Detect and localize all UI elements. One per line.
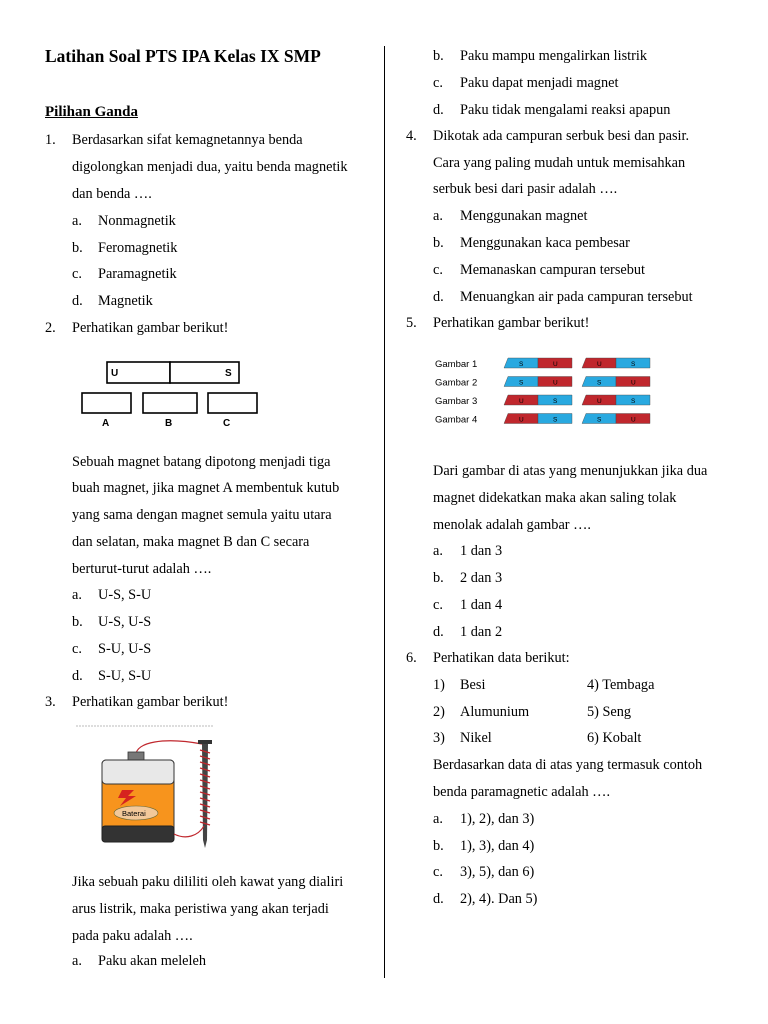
question-prompt: Perhatikan data berikut:	[433, 650, 570, 666]
option-letter: b.	[72, 240, 83, 256]
option-letter: b.	[433, 838, 444, 854]
pole-label-top-right: S	[225, 368, 232, 379]
option-letter: d.	[433, 102, 444, 118]
question-text-line: pada paku adalah ….	[72, 928, 193, 944]
option-text: 2 dan 3	[460, 570, 503, 586]
question-number: 5.	[406, 315, 417, 331]
magnet-pole-label: S	[631, 361, 636, 368]
battery-bottom-band	[102, 826, 174, 842]
bar-magnet	[504, 395, 572, 405]
question-number: 1.	[45, 132, 56, 148]
data-item: Alumunium	[460, 704, 530, 720]
question-text-line: Dari gambar di atas yang menunjukkan jika dua	[433, 463, 708, 479]
magnet-pole-label: U	[553, 361, 558, 368]
question-text-line: dan selatan, maka magnet B dan C secara	[72, 534, 310, 550]
bar-magnet	[504, 377, 572, 387]
question-text-line: Jika sebuah paku dililiti oleh kawat yang dialiri	[72, 874, 344, 890]
question-text-line: benda paramagnetic adalah ….	[433, 784, 611, 800]
question-text-line: buah magnet, jika magnet A membentuk kutub	[72, 480, 340, 496]
figure-row-label: Gambar 2	[435, 377, 478, 389]
piece-label-a: A	[102, 418, 110, 429]
question-number: 2.	[45, 320, 56, 336]
option-text: S-U, S-U	[98, 668, 152, 684]
question-text-line: digolongkan menjadi dua, yaitu benda magnetik	[72, 159, 348, 175]
question-prompt: Perhatikan gambar berikut!	[72, 320, 229, 336]
bar-magnet	[504, 358, 572, 368]
option-letter: c.	[433, 262, 443, 278]
question-text-line: serbuk besi dari pasir adalah ….	[433, 181, 618, 197]
bar-magnet	[582, 414, 650, 424]
pole-label-top-left: U	[111, 368, 119, 379]
magnet-pole-label: U	[631, 416, 636, 424]
magnet-pole-label: U	[631, 379, 636, 387]
option-letter: c.	[433, 597, 443, 613]
battery-terminal	[128, 752, 144, 760]
magnet-piece-a	[82, 393, 131, 413]
battery-label: Baterai	[122, 809, 146, 818]
option-text: Paramagnetik	[98, 266, 177, 282]
question-text-line: yang sama dengan magnet semula yaitu utara	[72, 507, 332, 523]
option-text: Memanaskan campuran tersebut	[460, 262, 645, 278]
question-text-line: Cara yang paling mudah untuk memisahkan	[433, 155, 686, 171]
option-letter: d.	[72, 668, 83, 684]
bar-magnet	[504, 414, 572, 424]
option-text: Menuangkan air pada campuran tersebut	[460, 289, 693, 305]
magnet-piece-c	[208, 393, 257, 413]
option-letter: b.	[433, 570, 444, 586]
option-letter: c.	[72, 641, 82, 657]
option-text: Nonmagnetik	[98, 213, 176, 229]
option-text: Magnetik	[98, 293, 153, 309]
option-text: Paku tidak mengalami reaksi apapun	[460, 102, 671, 118]
option-letter: b.	[433, 235, 444, 251]
magnet-pole-label: U	[597, 361, 602, 368]
magnet-pole-label: U	[553, 379, 558, 387]
nail-body	[202, 744, 208, 848]
option-text: Menggunakan magnet	[460, 208, 588, 224]
option-letter: d.	[433, 891, 444, 907]
wire-bottom	[174, 826, 204, 837]
option-letter: b.	[433, 48, 444, 64]
magnet-pole-label: S	[631, 398, 636, 405]
option-letter: c.	[433, 75, 443, 91]
magnet-pole-label: S	[519, 379, 524, 387]
option-text: Feromagnetik	[98, 240, 178, 256]
magnet-pole-label: S	[553, 416, 558, 424]
option-letter: a.	[433, 543, 443, 559]
magnet-pole-label: S	[597, 379, 602, 387]
magnet-piece-b	[143, 393, 197, 413]
option-text: Paku dapat menjadi magnet	[460, 75, 619, 91]
bar-magnet	[582, 377, 650, 387]
magnet-pole-label: U	[519, 398, 524, 405]
section-heading: Pilihan Ganda	[45, 104, 138, 120]
data-item: 5) Seng	[587, 704, 632, 720]
magnet-pole-label: S	[553, 398, 558, 405]
option-text: 1 dan 2	[460, 624, 503, 640]
option-text: U-S, U-S	[98, 614, 152, 630]
bar-magnet	[582, 358, 650, 368]
column-divider	[384, 46, 385, 978]
page-title: Latihan Soal PTS IPA Kelas IX SMP	[45, 46, 321, 66]
option-text: S-U, U-S	[98, 641, 152, 657]
magnet-pole-label: S	[519, 361, 524, 368]
option-text: U-S, S-U	[98, 587, 152, 603]
option-text: 1 dan 4	[460, 597, 503, 613]
magnet-pole-label: U	[519, 416, 524, 424]
option-letter: d.	[433, 289, 444, 305]
question-text-line: Sebuah magnet batang dipotong menjadi tiga	[72, 454, 331, 470]
data-item: Besi	[460, 677, 486, 693]
option-text: 1), 3), dan 4)	[460, 838, 535, 854]
question-prompt: Perhatikan gambar berikut!	[433, 315, 590, 331]
question-text-line: Dikotak ada campuran serbuk besi dan pasir.	[433, 128, 690, 144]
magnet-cut-figure	[78, 358, 262, 430]
question-text-line: berturut-turut adalah ….	[72, 561, 212, 577]
option-letter: a.	[72, 587, 82, 603]
option-text: Paku mampu mengalirkan listrik	[460, 48, 648, 64]
data-item: Nikel	[460, 730, 492, 746]
question-prompt: Perhatikan gambar berikut!	[72, 694, 229, 710]
wire	[136, 741, 202, 755]
question-number: 6.	[406, 650, 417, 666]
option-letter: a.	[433, 811, 443, 827]
piece-label-b: B	[165, 418, 173, 429]
magnet-pole-label: U	[597, 398, 602, 405]
battery-nail-figure	[74, 722, 224, 852]
bar-magnet	[582, 395, 650, 405]
data-item-number: 2)	[433, 704, 445, 720]
option-letter: a.	[72, 953, 82, 969]
data-item-number: 3)	[433, 730, 445, 746]
option-letter: a.	[72, 213, 82, 229]
magnet-pairs-figure	[432, 356, 662, 432]
battery-top-band	[102, 760, 174, 784]
option-letter: c.	[433, 864, 443, 880]
question-number: 3.	[45, 694, 56, 710]
question-text-line: menolak adalah gambar ….	[433, 517, 591, 533]
piece-label-c: C	[223, 418, 231, 429]
question-text-line: Berdasarkan data di atas yang termasuk contoh	[433, 757, 703, 773]
figure-row-label: Gambar 4	[435, 414, 478, 426]
option-text: Paku akan meleleh	[98, 953, 206, 969]
data-item: 6) Kobalt	[587, 730, 642, 746]
magnet-pole-label: S	[597, 416, 602, 424]
option-letter: b.	[72, 614, 83, 630]
question-text-line: magnet didekatkan maka akan saling tolak	[433, 490, 677, 506]
figure-row-label: Gambar 1	[435, 359, 478, 370]
option-text: 1), 2), dan 3)	[460, 811, 535, 827]
data-item-number: 1)	[433, 677, 445, 693]
option-letter: d.	[433, 624, 444, 640]
option-letter: a.	[433, 208, 443, 224]
option-letter: c.	[72, 266, 82, 282]
question-text-line: Berdasarkan sifat kemagnetannya benda	[72, 132, 303, 148]
question-number: 4.	[406, 128, 417, 144]
question-text-line: dan benda ….	[72, 186, 152, 202]
option-text: Menggunakan kaca pembesar	[460, 235, 630, 251]
option-text: 3), 5), dan 6)	[460, 864, 535, 880]
question-text-line: arus listrik, maka peristiwa yang akan terjadi	[72, 901, 329, 917]
figure-row-label: Gambar 3	[435, 396, 478, 407]
option-text: 1 dan 3	[460, 543, 503, 559]
option-letter: d.	[72, 293, 83, 309]
data-item: 4) Tembaga	[587, 677, 655, 693]
option-text: 2), 4). Dan 5)	[460, 891, 538, 907]
nail-head	[198, 740, 212, 744]
